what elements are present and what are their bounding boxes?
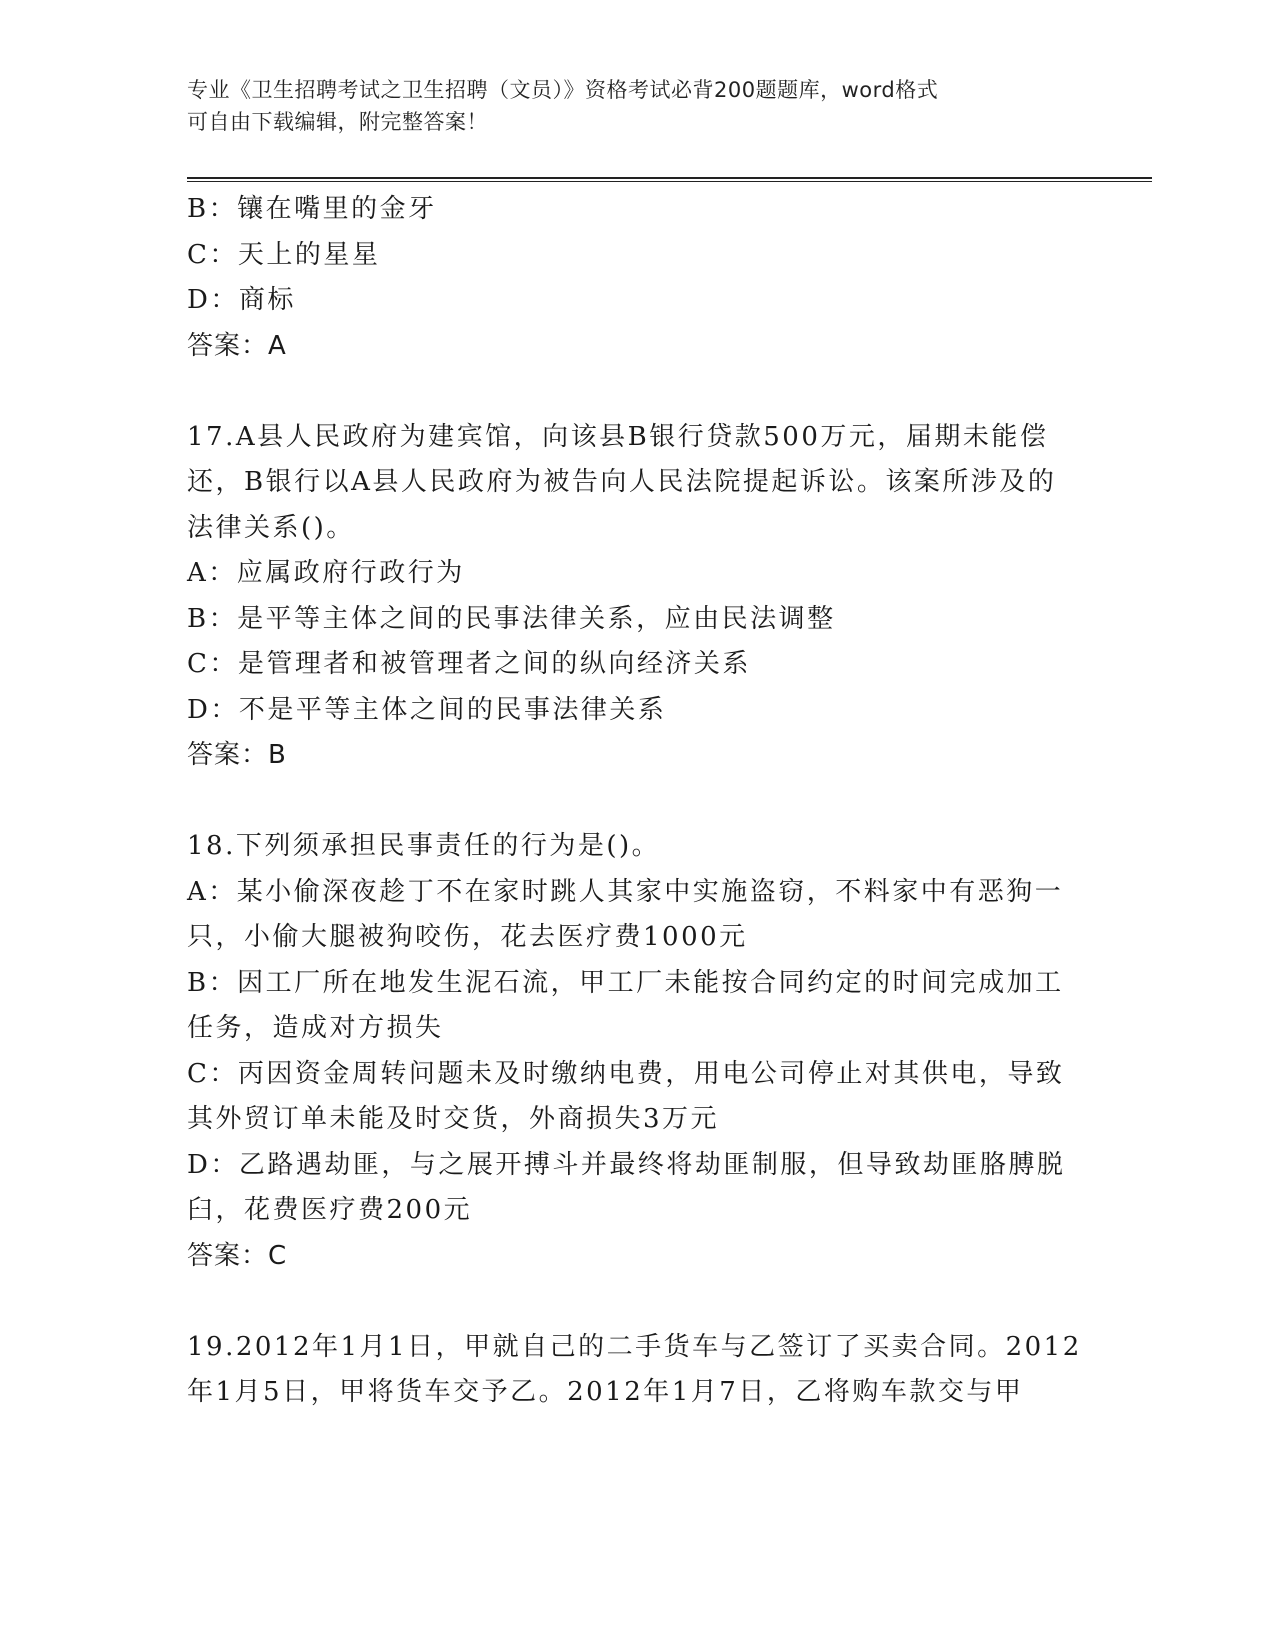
spacer: [187, 369, 1087, 415]
option-d: D：不是平等主体之间的民事法律关系: [187, 694, 667, 725]
option-a-continued: 只，小偷大腿被狗咬伤，花去医疗费1000元: [187, 922, 748, 952]
spacer: [187, 779, 1087, 825]
document-header: [187, 74, 1087, 138]
question-text: 年1月5日，甲将货车交予乙。2012年1月7日，乙将购车款交与甲: [187, 1377, 1024, 1407]
question-17: [187, 415, 1087, 779]
question-16-tail: [187, 187, 1087, 369]
question-19: [187, 1325, 1087, 1416]
spacer: [187, 1279, 1087, 1325]
option-d: D：乙路遇劫匪，与之展开搏斗并最终将劫匪制服，但导致劫匪胳膊脱: [187, 1149, 1066, 1180]
question-text: 17.A县人民政府为建宾馆，向该县B银行贷款500万元，届期未能偿: [187, 421, 1049, 452]
question-18: [187, 824, 1087, 1279]
option-b: B：是平等主体之间的民事法律关系，应由民法调整: [187, 603, 836, 634]
option-c: C：丙因资金周转问题未及时缴纳电费，用电公司停止对其供电，导致: [187, 1058, 1065, 1089]
option-d-continued: 臼，花费医疗费200元: [187, 1195, 473, 1225]
document-body: [187, 187, 1087, 1416]
option-b: B：镶在嘴里的金牙: [187, 194, 437, 224]
question-text: 法律关系()。: [187, 512, 355, 543]
option-c: C：是管理者和被管理者之间的纵向经济关系: [187, 649, 751, 679]
option-b-continued: 任务，造成对方损失: [187, 1013, 444, 1043]
option-d: D：商标: [187, 285, 296, 315]
header-divider: [187, 177, 1152, 182]
option-c-continued: 其外贸订单未能及时交货，外商损失3万元: [187, 1104, 720, 1134]
option-c: C：天上的星星: [187, 239, 381, 270]
header-line-2: 可自由下载编辑，附完整答案！: [187, 110, 488, 134]
answer: 答案：C: [187, 1240, 288, 1271]
option-a: A：应属政府行政行为: [187, 558, 465, 588]
option-a: A：某小偷深夜趁丁不在家时跳人其家中实施盗窃，不料家中有恶狗一: [187, 876, 1064, 907]
header-line-1: 专业《卫生招聘考试之卫生招聘（文员）》资格考试必背200题题库，word格式: [187, 78, 939, 102]
question-text: 18.下列须承担民事责任的行为是()。: [187, 831, 661, 861]
question-text: 还，B银行以A县人民政府为被告向人民法院提起诉讼。该案所涉及的: [187, 467, 1057, 497]
option-b: B：因工厂所在地发生泥石流，甲工厂未能按合同约定的时间完成加工: [187, 967, 1064, 998]
answer: 答案：B: [187, 740, 287, 770]
question-text: 19.2012年1月1日，甲就自己的二手货车与乙签订了买卖合同。2012: [187, 1331, 1082, 1362]
answer: 答案：A: [187, 330, 287, 361]
